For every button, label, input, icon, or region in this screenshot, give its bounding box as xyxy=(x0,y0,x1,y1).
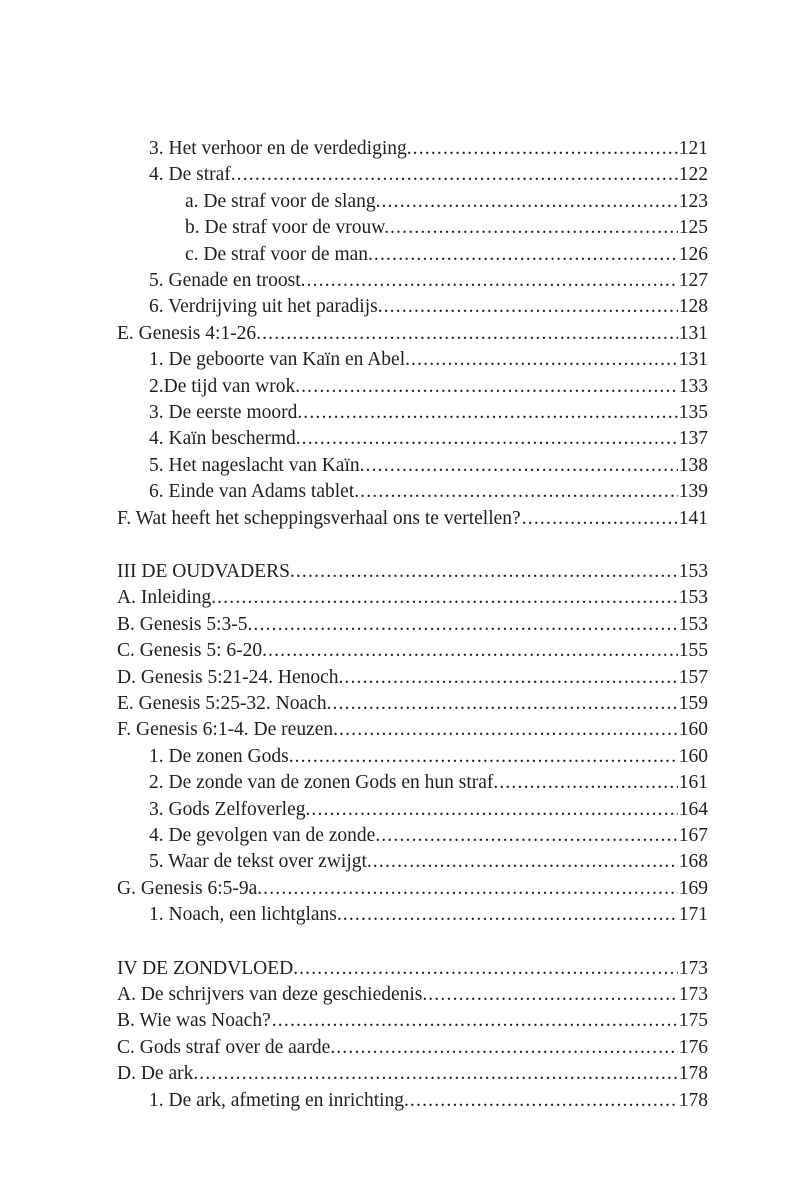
toc-entry-title: 5. Waar de tekst over zwijgt. xyxy=(149,851,372,873)
toc-entry-page-number: 131 xyxy=(678,349,708,371)
toc-entry-page-number: 157 xyxy=(678,666,708,688)
toc-entry-title: 2. De zonde van de zonen Gods en hun straf. xyxy=(149,772,499,794)
dot-leader xyxy=(253,612,677,638)
toc-entry-title: C. Genesis 5: 6-20. xyxy=(117,640,268,662)
toc-entry xyxy=(117,876,708,902)
toc-entry-title: 4. De straf. xyxy=(149,164,236,186)
dot-leader xyxy=(268,638,678,664)
toc-entry-page-number: 123 xyxy=(678,190,708,212)
dot-leader xyxy=(343,902,678,928)
toc-entry xyxy=(149,374,708,400)
toc-entry xyxy=(185,189,708,215)
toc-entry-page-number: 178 xyxy=(678,1063,708,1085)
toc-entry-title: c. De straf voor de man. xyxy=(185,243,373,265)
toc-entry-page-number: 160 xyxy=(678,719,708,741)
toc-entry-page-number: 128 xyxy=(678,296,708,318)
dot-leader xyxy=(522,506,678,532)
dot-leader xyxy=(299,956,678,982)
toc-entry xyxy=(149,268,708,294)
toc-entry xyxy=(117,982,708,1008)
toc-entry-page-number: 173 xyxy=(678,957,708,979)
toc-entry-page-number: 164 xyxy=(678,798,708,820)
dot-leader xyxy=(307,268,678,294)
dot-leader xyxy=(360,479,678,505)
toc-entry-title: A. Inleiding. xyxy=(117,587,217,609)
toc-entry-page-number: 171 xyxy=(678,904,708,926)
dot-leader xyxy=(311,797,677,823)
dot-leader xyxy=(390,215,678,241)
toc-entry-page-number: 133 xyxy=(678,375,708,397)
toc-entry-title: 3. Het verhoor en de verdediging. xyxy=(149,138,412,159)
toc-entry-page-number: 173 xyxy=(678,984,708,1005)
toc-entry xyxy=(149,294,708,320)
toc-entry xyxy=(149,902,708,928)
toc-entry-title: C. Gods straf over de aarde. xyxy=(117,1036,336,1058)
dot-leader xyxy=(296,559,678,585)
toc-entry-title: III DE OUDVADERS. xyxy=(117,561,295,582)
toc-entry-page-number: 169 xyxy=(678,877,708,899)
toc-entry xyxy=(149,823,708,849)
dot-leader xyxy=(411,347,678,373)
toc-entry xyxy=(149,770,708,796)
toc-entry xyxy=(117,612,708,638)
toc-entry xyxy=(149,453,708,479)
dot-leader xyxy=(237,162,678,188)
dot-leader xyxy=(413,136,678,162)
toc-entry-title: E. Genesis 4:1-26. xyxy=(117,322,262,344)
toc-entry xyxy=(149,347,708,373)
toc-entry-page-number: 122 xyxy=(678,164,708,186)
toc-entry-page-number: 161 xyxy=(678,772,708,794)
dot-leader xyxy=(339,717,678,743)
toc-entry-page-number: 141 xyxy=(678,507,708,529)
toc-entry xyxy=(149,162,708,188)
toc-entry-page-number: 131 xyxy=(678,322,708,344)
toc-entry xyxy=(149,1088,708,1114)
toc-entry-title: 3. Gods Zelfoverleg. xyxy=(149,798,311,820)
toc-entry xyxy=(117,956,708,982)
dot-leader xyxy=(499,770,677,796)
toc-entry-title: 1. Noach, een lichtglans. xyxy=(149,904,342,926)
toc-entry xyxy=(149,426,708,452)
toc-entry-page-number: 121 xyxy=(678,138,708,159)
toc-entry-page-number: 135 xyxy=(678,402,708,423)
toc-entry xyxy=(149,744,708,770)
toc-entry-page-number: 160 xyxy=(678,745,708,767)
dot-leader xyxy=(295,744,678,770)
toc-entry-title: B. Wie was Noach? xyxy=(117,1010,271,1032)
toc-entry-page-number: 137 xyxy=(678,428,708,450)
toc-entry-page-number: 168 xyxy=(678,851,708,873)
toc-entry-title: 5. Het nageslacht van Kaïn. xyxy=(149,454,365,476)
toc-entry-title: 3. De eerste moord. xyxy=(149,402,303,423)
toc-entry-page-number: 155 xyxy=(678,640,708,662)
toc-entry-title: D. De ark. xyxy=(117,1063,199,1085)
toc-entry-title: b. De straf voor de vrouw. xyxy=(185,217,389,239)
toc-entry-title: 1. De zonen Gods. xyxy=(149,745,294,767)
toc-entry xyxy=(149,479,708,505)
toc-entry xyxy=(185,242,708,268)
toc-entry-page-number: 139 xyxy=(678,481,708,503)
toc-entry-title: F. Genesis 6:1-4. De reuzen. xyxy=(117,719,339,741)
dot-leader xyxy=(332,691,677,717)
toc-entry-page-number: 175 xyxy=(678,1010,708,1032)
toc-entry-title: 2.De tijd van wrok. xyxy=(149,375,301,397)
toc-entry xyxy=(117,665,708,691)
toc-entry xyxy=(117,638,708,664)
toc-entry-page-number: 176 xyxy=(678,1036,708,1058)
toc-entry-page-number: 153 xyxy=(678,561,708,582)
dot-leader xyxy=(366,453,678,479)
toc-entry-title: IV DE ZONDVLOED. xyxy=(117,957,299,979)
toc-entry-page-number: 138 xyxy=(678,454,708,476)
dot-leader xyxy=(303,400,678,426)
toc-entry xyxy=(149,797,708,823)
toc-entry xyxy=(149,849,708,875)
toc-entry xyxy=(117,321,708,347)
toc-entry xyxy=(149,400,708,426)
toc-entry-title: A. De schrijvers van deze geschiedenis. xyxy=(117,984,428,1005)
toc-entry-title: G. Genesis 6:5-9a. xyxy=(117,877,263,899)
dot-leader xyxy=(373,849,678,875)
toc-entry-title: 4. Kaïn beschermd. xyxy=(149,428,301,450)
toc-entry xyxy=(185,215,708,241)
toc-entry-title: E. Genesis 5:25-32. Noach. xyxy=(117,693,332,714)
toc-entry xyxy=(149,136,708,162)
dot-leader xyxy=(199,1061,678,1087)
toc-entry-page-number: 167 xyxy=(678,825,708,846)
dot-leader xyxy=(384,294,678,320)
toc-entry xyxy=(117,585,708,611)
dot-leader xyxy=(263,876,678,902)
dot-leader xyxy=(381,189,677,215)
toc-entry-page-number: 126 xyxy=(678,243,708,265)
dot-leader xyxy=(410,1088,678,1114)
dot-leader xyxy=(302,426,678,452)
toc-entry xyxy=(117,1008,708,1034)
dot-leader xyxy=(374,242,678,268)
toc-entry xyxy=(117,717,708,743)
toc-entry-title: B. Genesis 5:3-5. xyxy=(117,613,253,635)
dot-leader xyxy=(336,1035,678,1061)
toc-entry-title: 6. Verdrijving uit het paradijs. xyxy=(149,296,383,318)
toc-entry-title: 1. De geboorte van Kaïn en Abel. xyxy=(149,349,411,371)
toc-entry xyxy=(117,506,708,532)
dot-leader xyxy=(344,665,677,691)
toc-entry-page-number: 125 xyxy=(678,217,708,239)
toc-entry-title: 4. De gevolgen van de zonde. xyxy=(149,825,381,846)
toc-entry-title: 5. Genade en troost. xyxy=(149,270,306,291)
toc-entry xyxy=(117,1035,708,1061)
toc-entry-page-number: 178 xyxy=(678,1089,708,1111)
dot-leader xyxy=(272,1008,678,1034)
toc-entry xyxy=(117,559,708,585)
toc-entry-title: a. De straf voor de slang. xyxy=(185,190,381,212)
toc-entry-page-number: 153 xyxy=(678,587,708,609)
toc-entry-title: D. Genesis 5:21-24. Henoch. xyxy=(117,666,344,688)
toc-entry-page-number: 153 xyxy=(678,613,708,635)
dot-leader xyxy=(428,982,677,1008)
dot-leader xyxy=(217,585,678,611)
toc-entry-title: 6. Einde van Adams tablet. xyxy=(149,481,360,503)
toc-entry xyxy=(117,691,708,717)
toc-entry-page-number: 159 xyxy=(678,693,708,714)
dot-leader xyxy=(381,823,678,849)
toc-entry-page-number: 127 xyxy=(678,270,708,291)
dot-leader xyxy=(301,374,678,400)
toc-entry xyxy=(117,1061,708,1087)
dot-leader xyxy=(262,321,678,347)
toc-entry-title: 1. De ark, afmeting en inrichting. xyxy=(149,1089,409,1111)
toc-entry-title: F. Wat heeft het scheppingsverhaal ons te vertellen? xyxy=(117,507,521,529)
